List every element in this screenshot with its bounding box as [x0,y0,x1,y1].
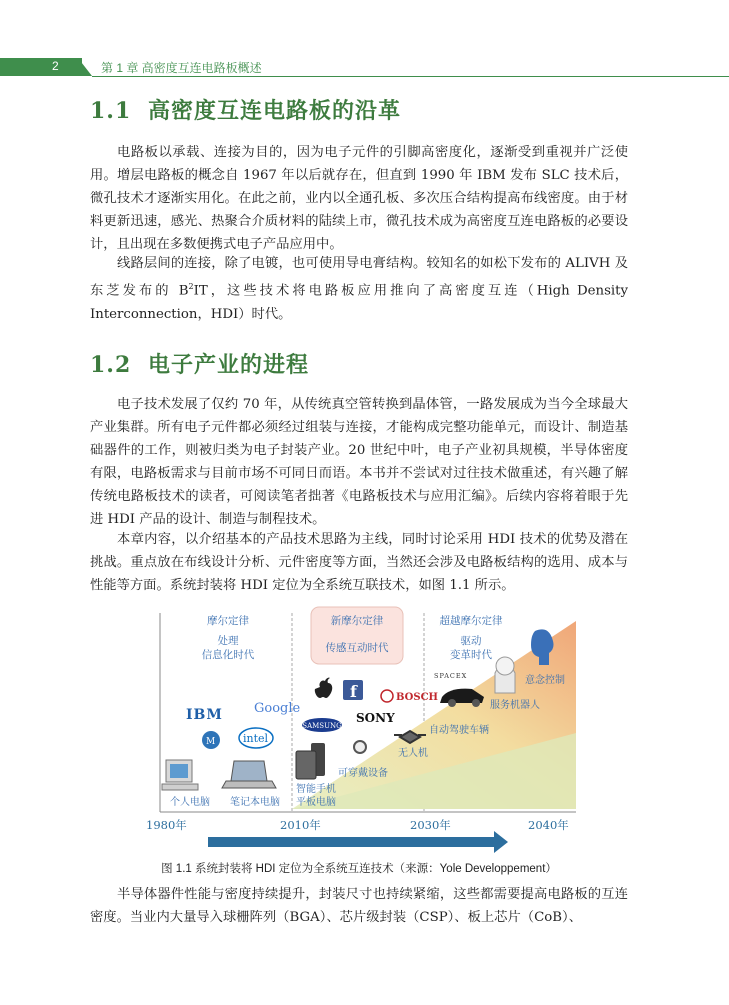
apple-logo-icon [315,678,332,698]
header-divider [92,76,729,77]
label-laptop: 笔记本电脑 [230,797,280,808]
era-sub-line: 传感互动时代 [325,642,389,654]
facebook-logo-glyph: f [350,682,357,701]
label-wearable: 可穿戴设备 [338,768,388,779]
label-robot: 服务机器人 [490,700,540,711]
year-2010: 2010年 [280,818,321,832]
section-number: 1.2 [90,352,132,378]
tablet-icon [296,751,316,779]
era-sub-line: 处理 [217,635,239,647]
section-title: 高密度互连电路板的沿革 [148,98,402,124]
laptop-base-icon [222,781,276,788]
era-sub-line: 变革时代 [450,649,492,661]
pc-screen-icon [170,764,188,778]
paragraph: 电子技术发展了仅约 70 年，从传统真空管转换到晶体管，一路发展成为当今全球最大产业集群。所有电子元件都必须经过组装与连接，才能构成完整功能单元，而设计、制造基础器件的工作，则被归类为电子封装产业。20 世纪中叶，电子产业初具规模，半导体密度有限，电路板需求与目前市场不可同日而语。本书并不尝试对过往技术做重述，有兴趣了解传统电路板技术的读者，可阅读笔者拙著《电路板技术与应用汇编》。后续内容将着眼于先进 HDI 产品的设计、制造与制程技术。 [90,397,628,528]
sony-logo: SONY [356,711,395,725]
page-number-tab-arrow [78,58,92,76]
spacex-logo: SPACEX [434,672,468,680]
page-number-tab [0,58,82,76]
section-number: 1.1 [90,98,132,124]
car-wheel-icon [472,699,480,707]
label-pc: 个人电脑 [170,797,210,808]
superscript: 2 [188,282,194,292]
label-mind-control: 意念控制 [525,675,565,686]
laptop-screen-icon [231,761,267,781]
smartwatch-icon [354,741,366,753]
era-sub-line: 信息化时代 [201,649,255,661]
timeline-arrow [208,831,508,853]
section-heading-1-2 [90,348,309,379]
figure-caption: 图 1.1 系统封装将 HDI 定位为全系统互连技术（来源：Yole Developpement） [161,863,557,875]
figure-system-packaging [146,603,582,855]
bosch-logo: BOSCH [396,692,438,703]
year-2030: 2030年 [410,818,451,832]
ibm-logo: IBM [186,707,223,723]
paragraph: 本章内容，以介绍基本的产品技术思路为主线，同时讨论采用 HDI 技术的优势及潜在挑战。重点放在布线设计分析、元件密度等方面，当然还会涉及电路板结构的选用、成本与性能等方面。系统封装将 HDI 定位为全系统互联技术，如图 1.1 所示。 [90,532,628,594]
paragraph [90,252,628,326]
car-wheel-icon [448,699,456,707]
label-tablet: 平板电脑 [296,797,336,808]
pc-base-icon [162,784,198,790]
samsung-logo: SAMSUNG [302,722,342,730]
google-logo: Google [254,701,301,716]
section-title: 电子产业的进程 [148,352,310,378]
year-2040: 2040年 [528,818,569,832]
era-label-new-moore: 新摩尔定律 [330,615,384,627]
motorola-logo-glyph: M [206,737,216,747]
label-smartphone: 智能手机 [296,784,336,795]
year-1980: 1980年 [146,818,187,832]
section-heading-1-1 [90,94,401,125]
paragraph-text: 线路层间的连接，除了电镀，也可使用导电膏结构。较知名的如松下发布的 ALIVH 及东芝发布的 B [90,256,628,299]
bosch-logo-icon [381,690,393,702]
intel-logo: intel [243,732,269,745]
era-sub-line: 驱动 [460,635,482,647]
label-autonomous: 自动驾驶车辆 [429,725,489,736]
paragraph-text: IT，这些技术将电路板应用推向了高密度互连（High Density Interconnection，HDI）时代。 [90,283,628,322]
label-drone: 无人机 [398,748,428,759]
robot-head-icon [496,657,514,675]
era-label-moore: 摩尔定律 [207,615,249,627]
page-number: 2 [52,59,59,73]
paragraph: 电路板以承载、连接为目的，因为电子元件的引脚高密度化，逐渐受到重视并广泛使用。增层电路板的概念自 1967 年以后就存在，但直到 1990 年 IBM 发布 SLC 技术后，微孔技术才逐渐实用化。在此之前，业内以全通孔板、多次压合结构提高布线密度。由于材料更新迅速，感光、热聚合介质材料的陆续上市，微孔技术成为高密度互连电路板的必要设计，且出现在多数便携式电子产品应用中。 [90,145,628,253]
paragraph: 半导体器件性能与密度持续提升，封装尺寸也持续紧缩，这些都需要提高电路板的互连密度。当业内大量导入球栅阵列（BGA）、芯片级封装（CSP）、板上芯片（CoB）、 [90,887,628,926]
page-header [0,0,729,90]
era-label-beyond-moore: 超越摩尔定律 [439,615,503,627]
chapter-title: 第 1 章 高密度互连电路板概述 [101,61,262,75]
